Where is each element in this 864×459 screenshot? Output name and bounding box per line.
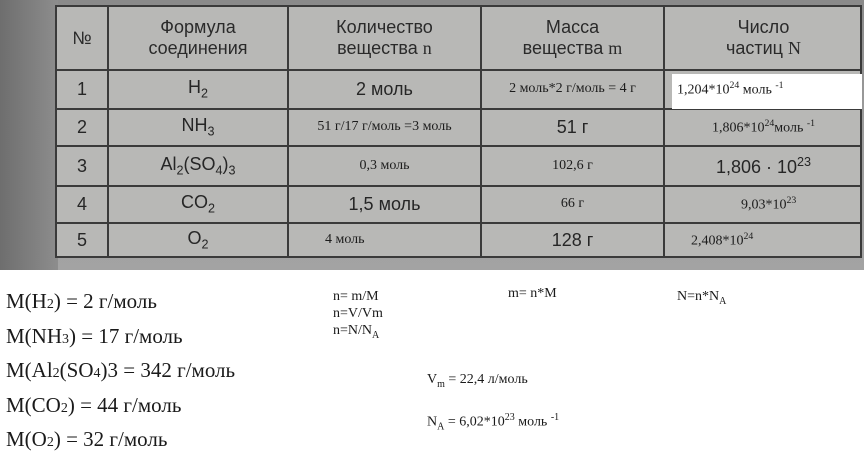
row4-num: 4 [76,194,87,215]
header-amount [289,7,480,69]
formula-n-particles: $n=N/N_A$ [333,323,380,341]
formula-n-mass: n= m/M [333,289,379,304]
header-num [57,7,107,69]
header-mass [482,7,663,69]
row5-num: 5 [76,229,87,250]
formula-N: $N=n*N_A$ [677,289,727,307]
header-formula-line1: Формула [160,17,236,38]
row2-num: 2 [76,117,87,138]
row1-amount: 2 моль [356,79,413,100]
row3-particles: $1,806 \cdot 10^{23}$ [715,154,812,177]
header-particles-line2: частиц [725,38,783,58]
header-particles-symbol: N [788,38,801,58]
molar-mass-list [6,286,235,459]
row3-mass: 102,6 г [552,157,593,173]
formula-avogadro: $N_A = 6,02*10^{23}$ моль $^{-1}$ [427,412,560,433]
row2-particles: $1,806*10^{24}моль$ $^{-1}$ [711,118,815,136]
row2-amount: 51 г/17 г/моль =3 моль [317,119,452,135]
formula-m: m= n*M [508,286,557,301]
row5-mass: 128 г [551,229,594,250]
formula-vm: $V_m = 22,4$ л/моль [427,372,528,390]
photo-shadow [0,0,58,270]
header-formula [109,7,287,69]
header-particles [665,7,862,69]
header-num-text: № [72,27,92,48]
header-amount-line1: Количество [336,17,433,38]
row4-formula: $CO_2$ [180,192,215,217]
molar-mass-item: M(NH3) = 17 г/моль [6,323,183,348]
header-amount-symbol: n [422,38,432,58]
row3-num: 3 [76,155,87,176]
row5-particles: $2,408*10^{24}$ [691,230,754,249]
row5-formula: $O_2$ [187,227,209,252]
molar-mass-item: M(H2) = 2 г/моль [6,289,157,313]
row4-amount: 1,5 моль [348,194,421,215]
molar-mass-item: M(CO2) = 44 г/моль [6,392,182,417]
row3-formula: $Al_2(SO_4)_3$ [160,153,236,178]
row1-mass: 2 моль*2 г/моль = 4 г [509,81,636,97]
row1-formula: $H_2$ [187,77,208,102]
row5-amount: 4 моль [325,231,365,247]
row1-particles: $1,204*10^{24}$ моль $^{-1}$ [677,80,784,98]
header-formula-line2: соединения [148,38,248,58]
row1-num: 1 [76,79,87,100]
row3-amount: 0,3 моль [359,157,410,173]
formula-n-volume: n=V/Vm [333,306,383,321]
header-mass-line2: вещества [522,38,604,58]
header-mass-line1: Масса [545,17,600,38]
molar-mass-item: M(O2) = 32 г/моль [6,427,168,451]
header-particles-line1: Число [737,17,790,38]
row4-particles: $9,03*10^{23}$ [741,195,797,213]
header-amount-line2: вещества [337,38,418,58]
row2-formula: $NH_3$ [181,115,215,140]
row4-mass: 66 г [560,196,585,212]
data-table [55,5,862,258]
header-mass-symbol: m [608,38,623,58]
molar-mass-item: M(Al2(SO4)3 = 342 г/моль [6,358,236,382]
row2-mass: 51 г [556,117,589,138]
